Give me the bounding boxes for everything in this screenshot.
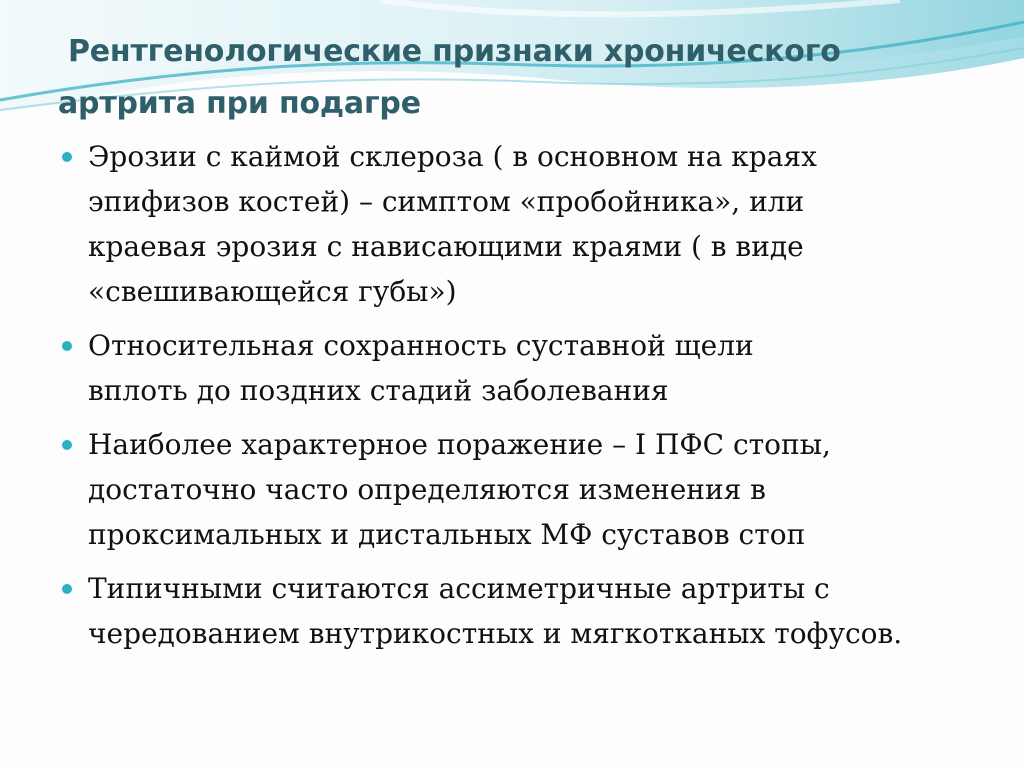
bullet-item: [60, 134, 980, 314]
bullet-list: [60, 134, 980, 665]
bullet-item: [60, 422, 980, 557]
bullet-item: [60, 323, 980, 413]
bullet-text: Эрозии с каймой склероза ( в основном на краях эпифизов костей) – симптом «пробойника», или краевая эрозия с нависающими краями ( в виде «свешивающейся губы»): [88, 140, 817, 308]
bullet-dot-icon: [62, 341, 72, 351]
bullet-dot-icon: [62, 584, 72, 594]
slide-title-line-2: артрита при подагре: [58, 86, 421, 121]
slide-title-line-1: Рентгенологические признаки хронического: [68, 34, 841, 69]
bullet-text: Наиболее характерное поражение – I ПФС стопы, достаточно часто определяются изменения в проксимальных и дистальных МФ суставов стоп: [88, 428, 831, 551]
bullet-text: Относительная сохранность суставной щели вплоть до поздних стадий заболевания: [88, 329, 754, 407]
bullet-item: [60, 566, 980, 656]
bullet-text: Типичными считаются ассиметричные артриты с чередованием внутрикостных и мягкотканых тофусов.: [88, 572, 903, 650]
bullet-dot-icon: [62, 440, 72, 450]
bullet-dot-icon: [62, 152, 72, 162]
slide-title: [58, 26, 978, 130]
